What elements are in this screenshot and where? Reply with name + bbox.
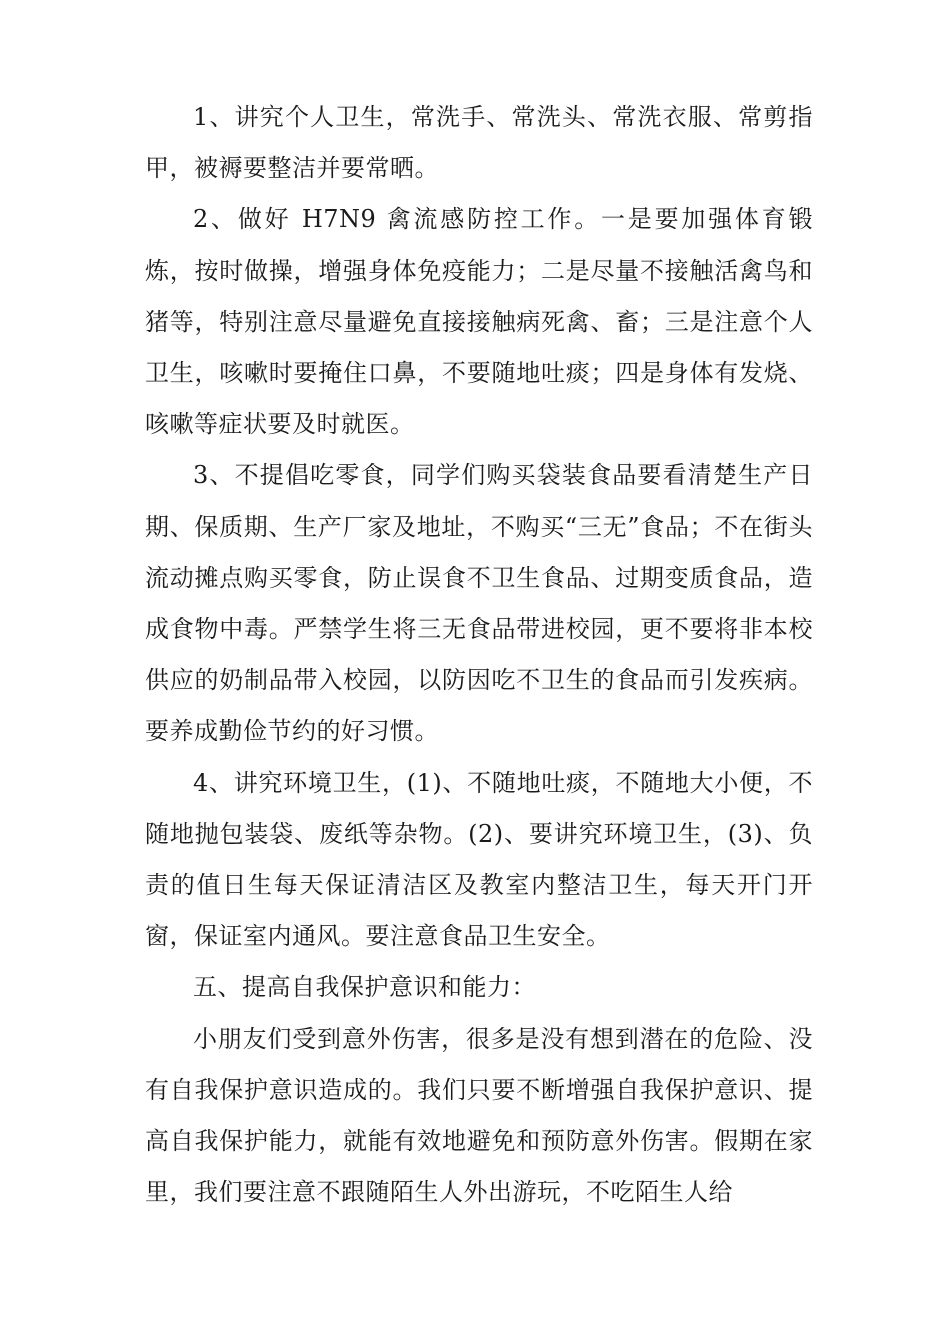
paragraph-environment-hygiene: 4、讲究环境卫生，(1)、不随地吐痰，不随地大小便，不随地抛包装袋、废纸等杂物。(2)、要讲究环境卫生，(3)、负责的值日生每天保证清洁区及教室内整洁卫生，每天开门开窗，保证室内通风。要注意食品卫生安全。 xyxy=(145,768,813,951)
paragraph-h7n9-prevention: 2、做好 H7N9 禽流感防控工作。一是要加强体育锻炼，按时做操，增强身体免疫能力；二是尽量不接触活禽鸟和猪等，特别注意尽量避免直接接触病死禽、畜；三是注意个人卫生，咳嗽时要掩住口鼻，不要随地吐痰；四是身体有发烧、咳嗽等症状要及时就医。 xyxy=(145,205,813,439)
paragraph-food-safety: 3、不提倡吃零食，同学们购买袋装食品要看清楚生产日期、保质期、生产厂家及地址，不购买“三无”食品；不在街头流动摊点购买零食，防止误食不卫生食品、过期变质食品，造成食物中毒。严禁学生将三无食品带进校园，更不要将非本校供应的奶制品带入校园，以防因吃不卫生的食品而引发疾病。要养成勤俭节约的好习惯。 xyxy=(145,461,813,746)
paragraph-personal-hygiene: 1、讲究个人卫生，常洗手、常洗头、常洗衣服、常剪指甲，被褥要整洁并要常晒。 xyxy=(145,103,813,183)
document-body xyxy=(145,92,813,1218)
paragraph-self-protection: 小朋友们受到意外伤害，很多是没有想到潜在的危险、没有自我保护意识造成的。我们只要不断增强自我保护意识、提高自我保护能力，就能有效地避免和预防意外伤害。假期在家里，我们要注意不跟随陌生人外出游玩，不吃陌生人给 xyxy=(145,1024,813,1207)
section-heading-self-protection: 五、提高自我保护意识和能力： xyxy=(193,973,536,1002)
